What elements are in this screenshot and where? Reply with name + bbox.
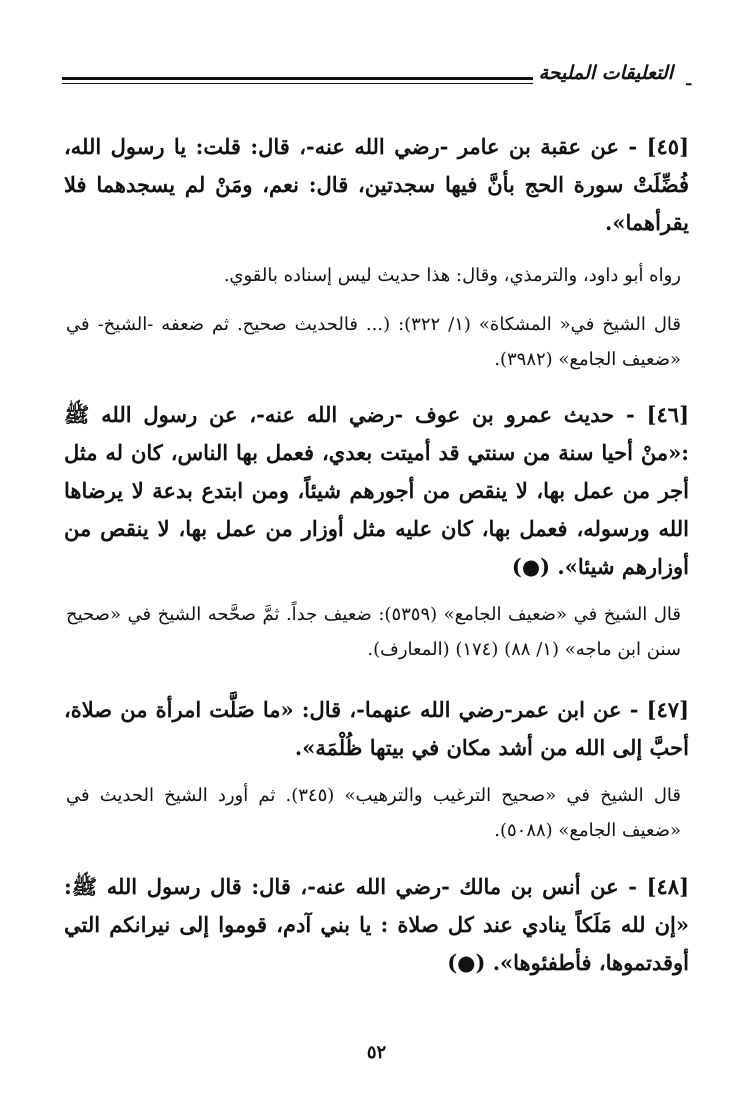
entry-45: [64, 128, 689, 242]
page-number: ٥٢: [366, 1042, 387, 1063]
header-title: التعليقات المليحة: [533, 62, 673, 84]
entry-text: - حديث عمرو بن عوف -رضي الله عنه-، عن رسول الله ﷺ :«منْ أحيا سنة من سنتي قد أميتت بعدي، فعمل بها الناس، كان له مثل أجر من عمل بها، لا ينقص من أجورهم شيئاً، ومن ابتدع بدعة لا يرضاها الله ورسوله، فعمل بها، كان عليه مثل أوزار من عمل بها، لا ينقص من أوزارهم شيئا». (●): [64, 402, 689, 579]
entry-46: [64, 396, 689, 586]
header-rule-thin: [62, 83, 551, 84]
entry-number: [٤٧]: [646, 697, 689, 722]
header-rule-thick: [62, 77, 551, 80]
entry-text: - عن ابن عمر-رضي الله عنهما-، قال: «ما صَلَّت امرأة من صلاة، أحبَّ إلى الله من أشد مكان في بيتها ظُلْمَة».: [64, 697, 689, 760]
entry-48: [64, 868, 689, 982]
running-header: [62, 62, 691, 92]
entry-text: - عن أنس بن مالك -رضي الله عنه-، قال: قال رسول الله ﷺ: «إن لله مَلَكاً ينادي عند كل صلاة : يا بني آدم، قوموا إلى نيرانكم التي أوقدتموها، فأطفئوها». (●): [64, 874, 689, 975]
header-dash: ـ: [686, 70, 691, 89]
entry-number: [٤٥]: [646, 134, 689, 159]
entry-number: [٤٨]: [646, 874, 689, 899]
note-45-shaykh: قال الشيخ في« المشكاة» (١/ ٣٢٢): (... فالحديث صحيح. ثم ضعفه -الشيخ- في «ضعيف الجامع» (٣٩٨٢).: [66, 314, 681, 370]
entry-number: [٤٦]: [646, 402, 689, 427]
note-47-shaykh: قال الشيخ في «صحيح الترغيب والترهيب» (٣٤٥). ثم أورد الشيخ الحديث في «ضعيف الجامع» (٥٠٨٨).: [66, 785, 681, 841]
entry-text: - عن عقبة بن عامر -رضي الله عنه-، قال: قلت: يا رسول الله، فُضِّلَتْ سورة الحج بأنَّ فيها سجدتين، قال: نعم، ومَنْ لم يسجدهما فلا يقرأهما».: [64, 134, 689, 235]
entry-47: [64, 691, 689, 767]
note-46-shaykh: قال الشيخ في «ضعيف الجامع» (٥٣٥٩): ضعيف جداً. ثمَّ صحَّحه الشيخ في «صحيح سنن ابن ماجه» (١/ ٨٨) (١٧٤) (المعارف).: [66, 604, 681, 660]
note-45-source: رواه أبو داود، والترمذي، وقال: هذا حديث ليس إسناده بالقوي.: [223, 265, 681, 286]
